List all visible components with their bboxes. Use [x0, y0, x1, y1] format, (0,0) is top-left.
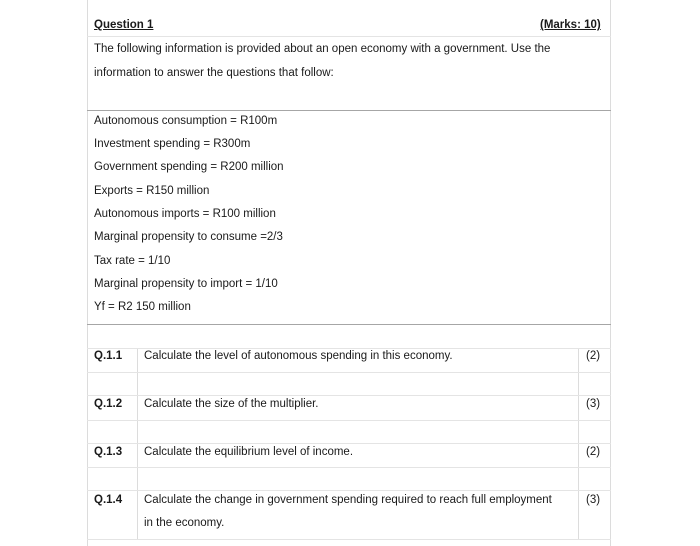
question-text-continued: in the economy. — [144, 517, 225, 529]
table-border-right — [610, 0, 611, 546]
question-text: Calculate the change in government spending required to reach full employment — [144, 494, 552, 506]
row-rule — [87, 490, 611, 491]
question-marks: (2) — [586, 446, 601, 458]
question-number: Q.1.2 — [94, 398, 123, 410]
data-item: Yf = R2 150 million — [94, 301, 191, 313]
data-item: Tax rate = 1/10 — [94, 255, 171, 267]
question-number: Q.1.4 — [94, 494, 123, 506]
marks-total: (Marks: 10) — [540, 19, 601, 31]
question-marks: (3) — [586, 398, 601, 410]
data-item: Exports = R150 million — [94, 185, 210, 197]
row-rule — [87, 420, 611, 421]
marks-column-divider — [578, 348, 579, 540]
intro-text: information to answer the questions that follow: — [94, 67, 334, 79]
data-item: Autonomous consumption = R100m — [94, 115, 278, 127]
question-title: Question 1 — [94, 19, 154, 31]
row-rule — [87, 539, 611, 540]
question-marks: (2) — [586, 350, 601, 362]
question-marks: (3) — [586, 494, 601, 506]
question-text: Calculate the size of the multiplier. — [144, 398, 319, 410]
data-item: Marginal propensity to import = 1/10 — [94, 278, 278, 290]
data-item: Marginal propensity to consume =2/3 — [94, 231, 283, 243]
table-border-left — [87, 0, 88, 546]
row-rule — [87, 395, 611, 396]
question-number: Q.1.1 — [94, 350, 123, 362]
intro-text: The following information is provided about an open economy with a government. Use the — [94, 43, 551, 55]
question-text: Calculate the equilibrium level of income. — [144, 446, 354, 458]
header-rule — [87, 36, 611, 37]
question-column-divider — [137, 348, 138, 540]
data-item: Investment spending = R300m — [94, 138, 251, 150]
question-number: Q.1.3 — [94, 446, 123, 458]
data-item: Autonomous imports = R100 million — [94, 208, 276, 220]
question-text: Calculate the level of autonomous spending in this economy. — [144, 350, 453, 362]
row-rule — [87, 467, 611, 468]
row-rule — [87, 443, 611, 444]
row-rule — [87, 372, 611, 373]
data-box-bottom-rule — [87, 324, 611, 325]
data-box-top-rule — [87, 110, 611, 111]
data-item: Government spending = R200 million — [94, 161, 284, 173]
